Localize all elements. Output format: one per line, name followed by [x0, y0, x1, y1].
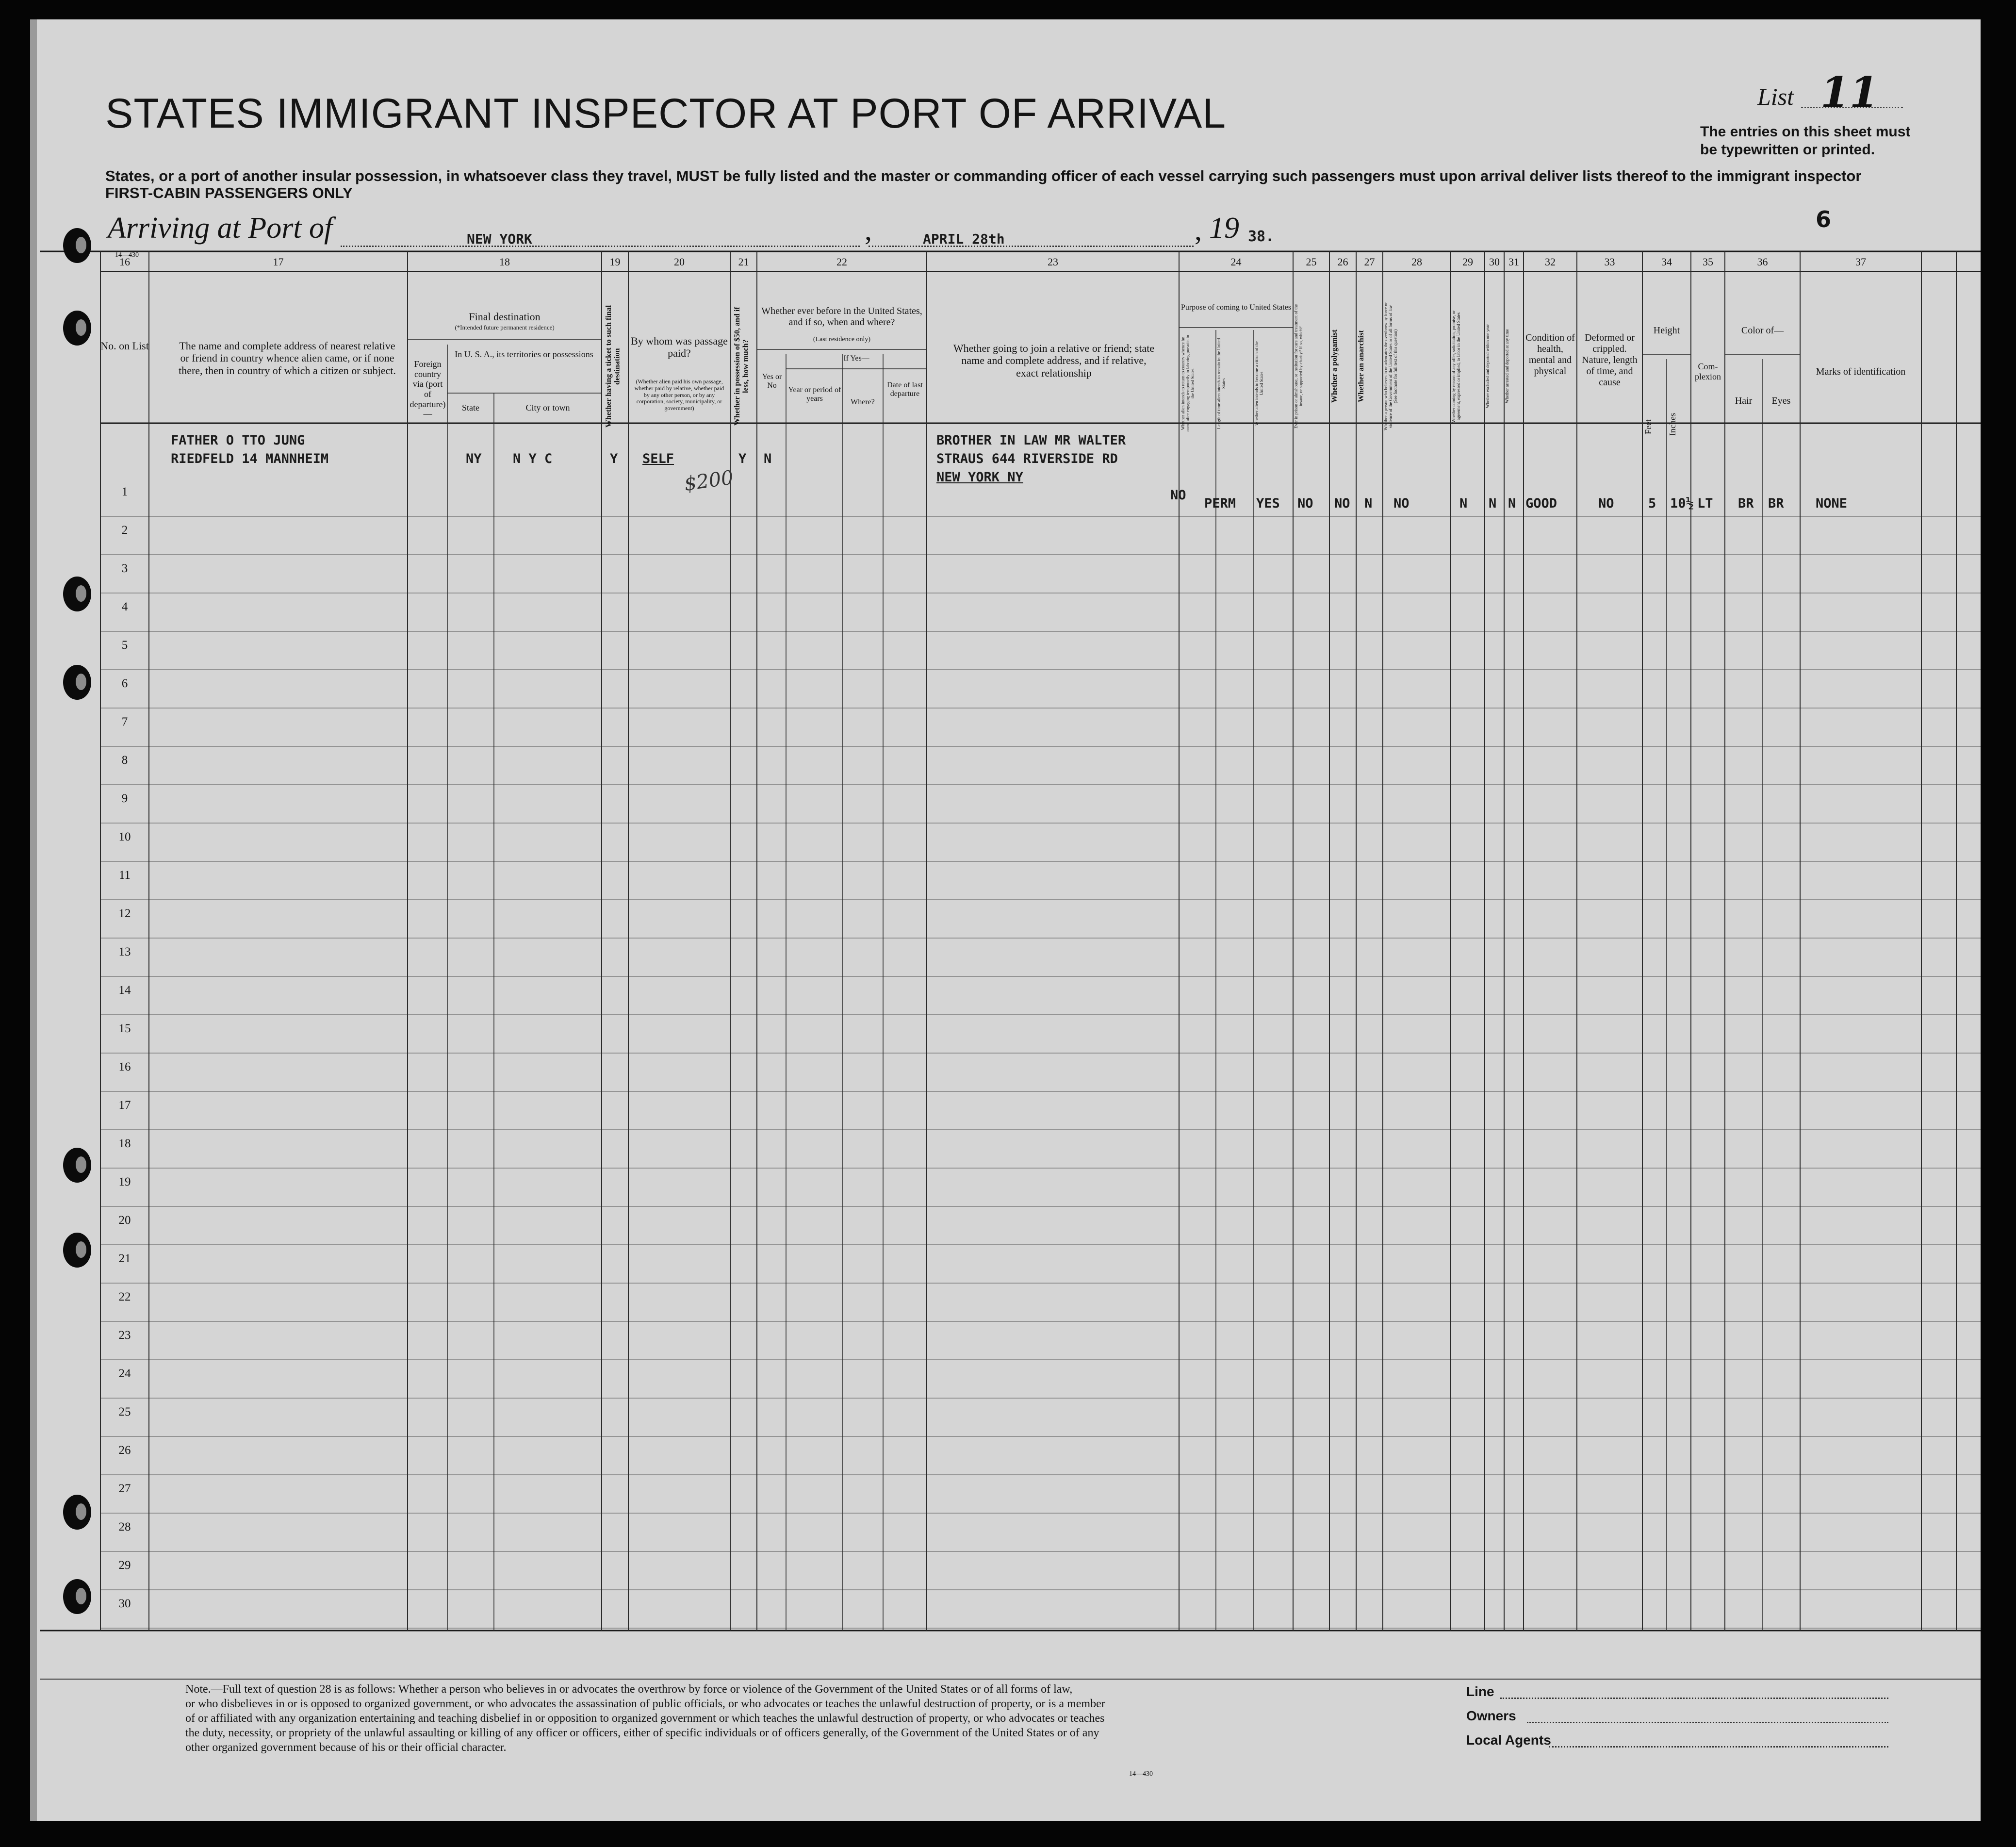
separator-comma: ,	[1195, 214, 1202, 246]
column-number: 27	[1364, 256, 1375, 268]
row-number: 28	[118, 1520, 131, 1534]
header-foreign-country: Foreign country via (port of departure)—	[410, 359, 446, 419]
entry-polygamist: NO	[1334, 496, 1350, 511]
row-number: 21	[118, 1252, 131, 1265]
column-number: 17	[273, 256, 284, 268]
first-cabin-notice: FIRST-CABIN PASSENGERS ONLY	[105, 184, 353, 201]
header-intends-citizen: Whether alien intends to become a citizen of the United States	[1254, 341, 1264, 426]
entry-joining-line-1: BROTHER IN LAW MR WALTER	[936, 433, 1126, 448]
owners-label: Owners	[1466, 1708, 1516, 1723]
row-number: 8	[121, 754, 128, 767]
owners-dotted-line	[1527, 1722, 1888, 1723]
entry-eyes: BR	[1768, 496, 1784, 511]
row-number: 14	[118, 984, 131, 997]
row-number: 6	[121, 677, 128, 690]
entry-ticket: Y	[610, 451, 618, 466]
header-feet: Feet	[1643, 419, 1653, 435]
column-number: 19	[609, 256, 621, 268]
column-number: 32	[1545, 256, 1556, 268]
binding-hole	[63, 1495, 91, 1530]
row-number: 12	[118, 907, 131, 920]
row-number: 13	[118, 945, 131, 958]
port-of-arrival: NEW YORK	[467, 231, 532, 247]
header-passage-note: (Whether alien paid his own passage, whether paid by relative, whether paid by any other person, or by any corporation, society, municipality, or government)	[634, 378, 724, 412]
row-number: 22	[118, 1290, 131, 1303]
row-number: 2	[121, 524, 128, 537]
header-fifty-dollars: Whether in possession of $50, and if less, how much?	[733, 307, 750, 426]
header-inches: Inches	[1668, 413, 1677, 436]
column-number: 28	[1411, 256, 1422, 268]
column-number: 36	[1757, 256, 1768, 268]
row-number: 19	[118, 1175, 131, 1188]
year-prefix: 19	[1209, 212, 1239, 245]
header-polygamist: Whether a polygamist	[1330, 330, 1339, 403]
header-arrested: Whether arrested and deported at any time	[1505, 329, 1509, 404]
form-number-footer: 14—430	[1129, 1770, 1153, 1778]
row-number: 30	[118, 1597, 131, 1610]
line-label: Line	[1466, 1684, 1494, 1699]
header-yes-or-no: Yes or No	[762, 373, 782, 390]
row-number: 11	[118, 869, 131, 882]
entry-before-in-us: N	[764, 451, 772, 466]
header-where: Where?	[851, 398, 875, 406]
row-number: 29	[118, 1559, 131, 1572]
row-number: 18	[118, 1137, 131, 1150]
entry-money: Y	[738, 451, 747, 466]
header-complexion: Com-plexion	[1695, 362, 1721, 381]
row-number: 3	[121, 562, 128, 575]
header-no-on-list: No. on List	[100, 340, 149, 352]
row-number: 1	[121, 485, 128, 498]
header-intends-return: Whether alien intends to return to country whence he came after engaging temporarily in laboring pursuits in the United States	[1180, 335, 1195, 432]
entry-joining-line-3: NEW YORK NY	[936, 470, 1023, 485]
row-number: 7	[121, 715, 128, 728]
entry-anarchist: N	[1364, 496, 1373, 511]
column-number: 24	[1230, 256, 1242, 268]
row-number: 17	[118, 1099, 131, 1112]
entry-prison: NO	[1297, 496, 1313, 511]
header-excluded: Whether excluded and deported within one year	[1485, 324, 1490, 409]
column-number: 29	[1462, 256, 1473, 268]
instruction-line-1: The entries on this sheet must	[1700, 124, 1911, 140]
header-joining-relative: Whether going to join a relative or friend; state name and complete address, and if relative, exact relationship	[953, 342, 1155, 379]
entry-passage-paid: SELF	[642, 451, 674, 466]
row-number: 24	[118, 1367, 131, 1380]
header-height: Height	[1653, 325, 1680, 336]
binding-hole	[63, 665, 91, 700]
column-number: 35	[1703, 256, 1713, 268]
header-question-28: Whether a person who believes in or advocates the overthrow by force or violence of the Government of the United States or of all forms of law (See footnote for full text of this question)	[1383, 302, 1398, 430]
header-color-of: Color of—	[1741, 325, 1784, 336]
header-condition-health: Condition of health, mental and physical	[1525, 332, 1575, 377]
header-in-usa: In U. S. A., its territories or possessions	[455, 349, 593, 359]
header-state: State	[462, 403, 479, 412]
year-suffix: 38.	[1248, 228, 1275, 245]
preamble-text: States, or a port of another insular possession, in whatsoever class they travel, MUST be fully listed and the master or commanding officer of each vessel carrying such passengers must upon arrival deliver lists thereof to the immigrant inspector	[105, 167, 1862, 184]
column-number: 34	[1661, 256, 1672, 268]
binding-hole	[63, 1233, 91, 1268]
entry-labor-offer: N	[1459, 496, 1468, 511]
header-eyes: Eyes	[1771, 396, 1791, 406]
entry-length-of-stay: PERM	[1204, 496, 1236, 511]
entry-hair: BR	[1738, 496, 1754, 511]
binding-hole	[63, 1148, 91, 1183]
page-title: STATES IMMIGRANT INSPECTOR AT PORT OF ARRIVAL	[105, 90, 1227, 137]
ledger-grid	[30, 19, 1981, 1821]
row-number: 15	[118, 1022, 131, 1035]
entry-intends-return: NO	[1170, 488, 1186, 503]
row-number: 9	[121, 792, 128, 805]
column-number: 20	[674, 256, 685, 268]
footnote-line-4: the duty, necessity, or propriety of the unlawful assaulting or killing of any officer or officers, either of specific individuals or of officers generally, of the Government of the United States or of any	[185, 1727, 1099, 1739]
list-label: List	[1757, 83, 1794, 110]
header-city: City or town	[525, 403, 570, 412]
entry-state: NY	[466, 451, 482, 466]
port-dotted-line	[341, 246, 860, 247]
instruction-line-2: be typewritten or printed.	[1700, 142, 1875, 158]
column-number: 21	[738, 256, 749, 268]
header-final-destination-note: (*Intended future permanent residence)	[455, 324, 555, 331]
entry-intends-citizen: YES	[1256, 496, 1280, 511]
entry-question-28: NO	[1393, 496, 1410, 511]
manifest-sheet	[30, 19, 1981, 1821]
binding-hole	[63, 311, 91, 346]
header-marks: Marks of identification	[1816, 366, 1906, 377]
line-dotted-line	[1500, 1698, 1888, 1699]
row-number: 27	[118, 1482, 131, 1495]
entry-relative-line-2: RIEDFELD 14 MANNHEIM	[171, 451, 329, 466]
header-years: Year or period of years	[788, 386, 841, 403]
column-number: 26	[1337, 256, 1348, 268]
entry-relative-line-1: FATHER O TTO JUNG	[171, 433, 305, 448]
local-agents-label: Local Agents	[1466, 1732, 1551, 1748]
date-dotted-line	[869, 246, 1194, 247]
row-number: 4	[121, 600, 128, 613]
header-hair: Hair	[1735, 396, 1753, 406]
row-number: 5	[121, 639, 128, 652]
row-number: 23	[118, 1329, 131, 1342]
agents-dotted-line	[1549, 1746, 1888, 1748]
footnote-line-3: of or affiliated with any organization entertaining and teaching disbelief in or opposition to organized government or which teaches the unlawful destruction of property, or who advocates or teaches	[185, 1712, 1105, 1725]
header-deformed: Deformed or crippled. Nature, length of time, and cause	[1582, 332, 1638, 388]
row-number: 10	[118, 830, 131, 843]
entry-joining-line-2: STRAUS 644 RIVERSIDE RD	[936, 451, 1118, 466]
column-number: 31	[1508, 256, 1519, 268]
row-number: 25	[118, 1405, 131, 1418]
header-if-yes: If Yes—	[843, 354, 869, 363]
footnote-line-2: or who disbelieves in or is opposed to organized government, or who advocates the assassination of public officials, or who advocates or teaches the unlawful destruction of property, or is a member	[185, 1698, 1105, 1710]
form-number: 14—430	[115, 251, 139, 259]
footnote-line-5: other organized government because of his or their official character.	[185, 1741, 507, 1754]
row-number: 20	[118, 1214, 131, 1227]
list-number-handwritten: 11	[1820, 68, 1879, 117]
header-ticket: Whether having a ticket to such final destination	[605, 305, 622, 428]
binding-hole	[63, 228, 91, 263]
row-number: 16	[118, 1060, 131, 1073]
footnote-line-1: Note.—Full text of question 28 is as follows: Whether a person who believes in or advocates the overthrow by force or violence of the Government of the United States or of all forms of law,	[185, 1683, 1073, 1696]
header-final-destination: Final destination	[469, 311, 541, 323]
header-anarchist: Whether an anarchist	[1357, 330, 1365, 403]
header-labor-offer: Whether coming by reason of any offer, solicitation, promise, or agreement, expressed or implied, to labor in the United States	[1451, 310, 1461, 423]
arriving-label: Arriving at Port of	[108, 212, 333, 245]
binding-hole	[63, 577, 91, 611]
row-number: 26	[118, 1444, 131, 1457]
entry-money-handwritten: $200	[683, 466, 735, 495]
column-number: 33	[1604, 256, 1615, 268]
header-last-departure: Date of last departure	[887, 381, 923, 398]
entry-deformed: NO	[1598, 496, 1614, 511]
entry-complexion: LT	[1697, 496, 1713, 511]
entry-height-inches: 10½	[1670, 496, 1694, 511]
column-number: 18	[499, 256, 510, 268]
entry-marks: NONE	[1816, 496, 1848, 511]
column-number: 23	[1048, 256, 1058, 268]
header-last-residence: (Last residence only)	[813, 336, 871, 343]
header-nearest-relative: The name and complete address of nearest relative or friend in country whence alien came, or if none there, then in country of which a citizen or subject.	[179, 340, 396, 377]
column-number: 37	[1855, 256, 1866, 268]
header-purpose: Purpose of coming to United States	[1180, 303, 1292, 312]
header-length-of-stay: Length of time alien intends to remain in the United States	[1216, 338, 1226, 429]
column-number: 16	[119, 256, 130, 268]
column-number: 30	[1489, 256, 1500, 268]
header-passage-paid: By whom was passage paid?	[631, 335, 728, 360]
entry-city: N Y C	[513, 451, 553, 466]
header-prison: Ever in prison or almshouse, or institution for care and treatment of the insane, or supported by charity? If so, which?	[1294, 304, 1303, 429]
header-ever-before: Whether ever before in the United States, and if so, when and where?	[761, 306, 922, 328]
entry-height-feet: 5	[1648, 496, 1656, 511]
column-number: 25	[1306, 256, 1317, 268]
entry-health: GOOD	[1525, 496, 1557, 511]
separator-comma: ,	[865, 214, 872, 246]
entry-excluded: N	[1489, 496, 1497, 511]
entry-arrested: N	[1508, 496, 1516, 511]
binding-hole	[63, 1579, 91, 1614]
column-number: 22	[836, 256, 847, 268]
arrival-date: APRIL 28th	[923, 231, 1005, 247]
sheet-number: 6	[1816, 206, 1832, 232]
